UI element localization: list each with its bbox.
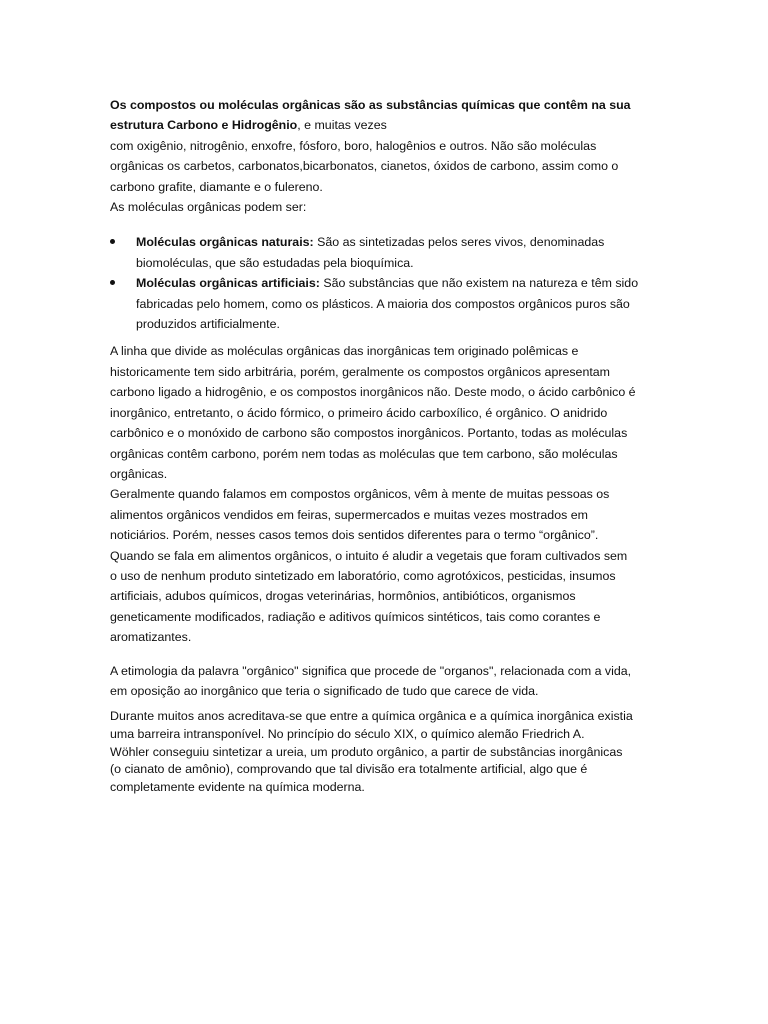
bullet-dot-icon (110, 239, 115, 244)
etymology-paragraph (110, 661, 640, 702)
bullet-line: biomoléculas, que são estudadas pela bioquímica. (136, 255, 414, 270)
bullet-line: fabricadas pelo homem, como os plásticos. A maioria dos compostos orgânicos puros são (136, 296, 630, 311)
paragraph-line: Durante muitos anos acreditava-se que entre a química orgânica e a química inorgânica existia (110, 709, 633, 724)
bullet-term: Moléculas orgânicas artificiais: (136, 276, 320, 291)
intro-text: As moléculas orgânicas podem ser: (110, 200, 307, 215)
bullet-line (136, 273, 640, 293)
intro-text: , e muitas vezes (297, 118, 387, 133)
bullet-item-artificial (110, 273, 640, 334)
paragraph-line: Geralmente quando falamos em compostos orgânicos, vêm à mente de muitas pessoas os (110, 487, 610, 502)
intro-text: orgânicas os carbetos, carbonatos,bicarbonatos, cianetos, óxidos de carbono, assim como o (110, 159, 619, 174)
bullet-text: São substâncias que não existem na natureza e têm sido (319, 276, 639, 291)
paragraph-line: Quando se fala em alimentos orgânicos, o intuito é aludir a vegetais que foram cultivados sem (110, 548, 628, 563)
bullet-term: Moléculas orgânicas naturais: (136, 235, 314, 250)
intro-line (110, 95, 640, 115)
intro-line (110, 156, 640, 176)
bullet-text: São as sintetizadas pelos seres vivos, denominadas (313, 235, 605, 250)
spacer (110, 217, 640, 232)
inorganic-paragraph (110, 341, 640, 484)
paragraph-line: inorgânico, entretanto, o ácido fórmico, o primeiro ácido carboxílico, é orgânico. O anidrido (110, 405, 608, 420)
bullet-dot-icon (110, 280, 115, 285)
bullet-line (136, 232, 640, 252)
paragraph-line: orgânicas. (110, 466, 168, 481)
intro-line (110, 115, 640, 135)
intro-text: carbono grafite, diamante e o fulereno. (110, 179, 323, 194)
intro-bold-text: estrutura Carbono e Hidrogênio (110, 118, 298, 133)
paragraph-line: uma barreira intransponível. No princípio do século XIX, o químico alemão Friedrich A. (110, 726, 585, 741)
spacer (110, 701, 640, 708)
bullet-list (110, 232, 640, 334)
intro-line (110, 197, 640, 217)
intro-line (110, 136, 640, 156)
paragraph-line: A linha que divide as moléculas orgânicas das inorgânicas tem originado polêmicas e (110, 344, 579, 359)
spacer (110, 334, 640, 341)
paragraph-line: aromatizantes. (110, 630, 192, 645)
paragraph-line: carbono ligado a hidrogênio, e os compostos inorgânicos não. Deste modo, o ácido carbônico é (110, 385, 636, 400)
intro-paragraph (110, 95, 640, 217)
intro-text: com oxigênio, nitrogênio, enxofre, fósforo, boro, halogênios e outros. Não são moléculas (110, 138, 597, 153)
food-paragraph (110, 484, 640, 647)
paragraph-line: Wöhler conseguiu sintetizar a ureia, um produto orgânico, a partir de substâncias inorgânicas (110, 744, 623, 759)
bullet-line: produzidos artificialmente. (136, 317, 280, 332)
paragraph-line: em oposição ao inorgânico que teria o significado de tudo que carece de vida. (110, 683, 539, 698)
intro-bold-text: Os compostos ou moléculas orgânicas são as substâncias químicas que contêm na sua (110, 98, 631, 112)
history-paragraph (110, 708, 640, 796)
spacer (110, 648, 640, 661)
paragraph-line: historicamente tem sido arbitrária, porém, geralmente os compostos orgânicos apresentam (110, 364, 610, 379)
document-body (110, 95, 640, 796)
paragraph-line: noticiários. Porém, nesses casos temos dois sentidos diferentes para o termo “orgânico”. (110, 528, 599, 543)
paragraph-line: (o cianato de amônio), comprovando que tal divisão era totalmente artificial, algo que é (110, 762, 588, 777)
paragraph-line: completamente evidente na química moderna. (110, 779, 365, 794)
paragraph-line: orgânicas contêm carbono, porém nem todas as moléculas que tem carbono, são moléculas (110, 446, 618, 461)
paragraph-line: o uso de nenhum produto sintetizado em laboratório, como agrotóxicos, pesticidas, insumos (110, 568, 616, 583)
intro-line (110, 177, 640, 197)
paragraph-line: carbônico e o monóxido de carbono são compostos inorgânicos. Portanto, todas as moléculas (110, 426, 628, 441)
bullet-item-natural (110, 232, 640, 273)
paragraph-line: artificiais, adubos químicos, drogas veterinárias, hormônios, antibióticos, organismos (110, 589, 576, 604)
paragraph-line: A etimologia da palavra "orgânico" significa que procede de "organos", relacionada com a vida, (110, 663, 632, 678)
paragraph-line: geneticamente modificados, radiação e aditivos químicos sintéticos, tais como corantes e (110, 609, 601, 624)
paragraph-line: alimentos orgânicos vendidos em feiras, supermercados e muitas vezes mostrados em (110, 507, 588, 522)
